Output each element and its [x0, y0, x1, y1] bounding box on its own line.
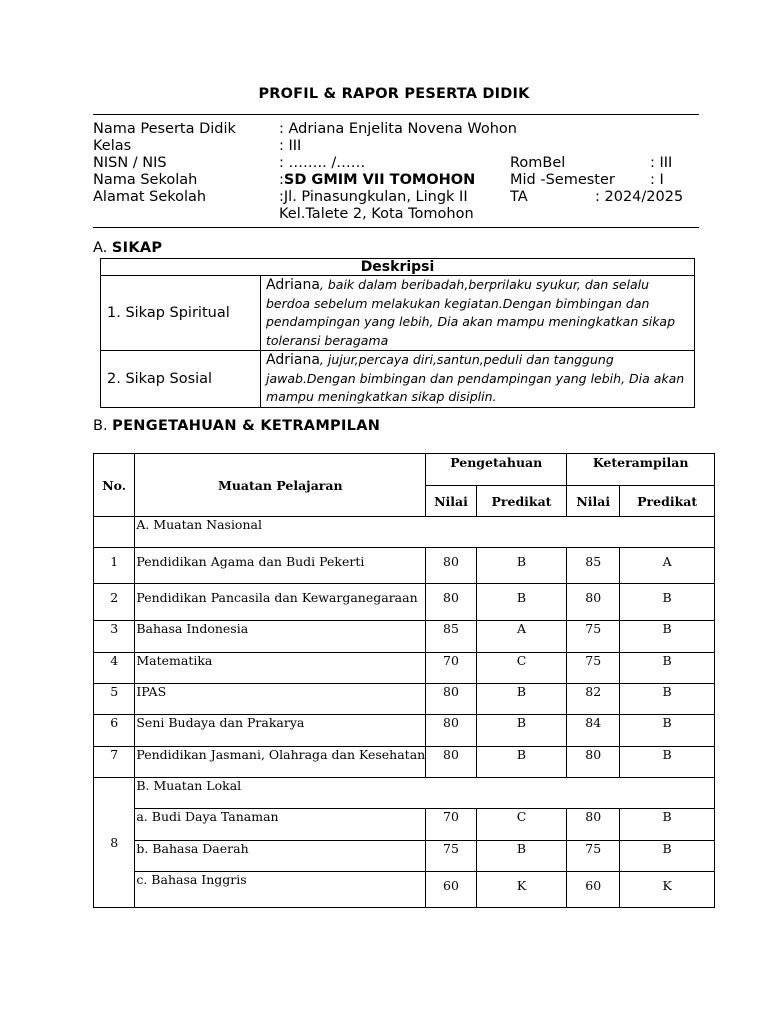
sikap-sosial-label: 2. Sikap Sosial	[101, 351, 261, 408]
pengetahuan-predikat: A	[476, 621, 566, 653]
table-row	[94, 715, 715, 747]
keterampilan-nilai: 82	[567, 684, 620, 715]
nisn-value: : …….. /……	[279, 155, 366, 171]
semester-label: Mid -Semester	[510, 172, 615, 188]
subject-name: Pendidikan Pancasila dan Kewarganegaraan	[135, 584, 426, 621]
description-text: , baik dalam beribadah,berprilaku syukur, dan selalu berdoa sebelum melakukan kegiatan.Dengan bimbingan dan pendampingan yang lebih, Dia akan mampu meningkatkan sikap toleransi beragama	[266, 277, 676, 348]
keterampilan-nilai: 80	[567, 584, 620, 621]
row-no: 2	[94, 584, 135, 621]
deskripsi-header: Deskripsi	[101, 259, 695, 276]
section-a-heading	[93, 240, 162, 256]
keterampilan-nilai: 80	[567, 747, 620, 778]
keterampilan-nilai: 84	[567, 715, 620, 747]
pengetahuan-nilai: 70	[426, 809, 477, 841]
row-no: 1	[94, 548, 135, 584]
row-no: 3	[94, 621, 135, 653]
sikap-header-row	[101, 259, 695, 276]
pengetahuan-nilai: 70	[426, 653, 477, 684]
table-row	[94, 841, 715, 872]
rombel-label: RomBel	[510, 155, 566, 171]
empty-cell	[94, 517, 135, 548]
pengetahuan-predikat: B	[476, 684, 566, 715]
pengetahuan-predikat: B	[476, 747, 566, 778]
sekolah-value	[279, 172, 475, 189]
section-b-title: PENGETAHUAN & KETRAMPILAN	[112, 418, 381, 434]
group-a-label: A. Muatan Nasional	[135, 517, 715, 548]
keterampilan-predikat: K	[620, 872, 715, 908]
alamat-label: Alamat Sekolah	[93, 189, 207, 205]
subject-name: Pendidikan Jasmani, Olahraga dan Kesehatan	[135, 747, 426, 778]
table-row	[94, 653, 715, 684]
subject-name: c. Bahasa Inggris	[135, 872, 426, 908]
keterampilan-nilai: 80	[567, 809, 620, 841]
row-no: 5	[94, 684, 135, 715]
pengetahuan-nilai: 85	[426, 621, 477, 653]
table-row	[94, 809, 715, 841]
keterampilan-predikat: B	[620, 809, 715, 841]
pengetahuan-nilai: 80	[426, 584, 477, 621]
sekolah-label: Nama Sekolah	[93, 172, 198, 188]
muatan-header: Muatan Pelajaran	[135, 454, 426, 517]
keterampilan-predikat: B	[620, 584, 715, 621]
alamat-value-line2: Kel.Talete 2, Kota Tomohon	[279, 206, 474, 222]
keterampilan-nilai: 75	[567, 621, 620, 653]
section-a-prefix: A.	[93, 240, 108, 256]
top-divider	[93, 114, 699, 115]
keterampilan-predikat: A	[620, 548, 715, 584]
keterampilan-nilai: 85	[567, 548, 620, 584]
nisn-label: NISN / NIS	[93, 155, 167, 171]
subject-name: Matematika	[135, 653, 426, 684]
section-b-heading	[93, 418, 380, 434]
sekolah-name: SD GMIM VII TOMOHON	[283, 172, 476, 188]
pengetahuan-predikat: K	[476, 872, 566, 908]
row-no: 8	[94, 778, 135, 908]
group-row	[94, 517, 715, 548]
subject-name: Bahasa Indonesia	[135, 621, 426, 653]
document-title: PROFIL & RAPOR PESERTA DIDIK	[258, 86, 530, 102]
table-row	[101, 276, 695, 351]
pengetahuan-predikat: B	[476, 715, 566, 747]
kelas-value: : III	[279, 138, 302, 154]
group-row	[94, 778, 715, 809]
keterampilan-header: Keterampilan	[567, 454, 715, 486]
keterampilan-predikat: B	[620, 747, 715, 778]
no-header: No.	[94, 454, 135, 517]
nilai-header: Nilai	[426, 486, 477, 517]
alamat-value-line1: :Jl. Pinasungkulan, Lingk II	[279, 189, 468, 205]
keterampilan-predikat: B	[620, 653, 715, 684]
pengetahuan-nilai: 80	[426, 548, 477, 584]
student-identity	[93, 121, 703, 223]
sekolah-prefix: :	[279, 172, 284, 188]
nilai-table	[93, 453, 715, 908]
name-label: Nama Peserta Didik	[93, 121, 236, 137]
sikap-sosial-desc	[261, 351, 695, 408]
section-b-prefix: B.	[93, 418, 108, 434]
subject-name: b. Bahasa Daerah	[135, 841, 426, 872]
table-row	[94, 584, 715, 621]
keterampilan-predikat: B	[620, 684, 715, 715]
predikat-header: Predikat	[620, 486, 715, 517]
pengetahuan-predikat: C	[476, 809, 566, 841]
nilai-header: Nilai	[567, 486, 620, 517]
subject-name: Pendidikan Agama dan Budi Pekerti	[135, 548, 426, 584]
keterampilan-nilai: 75	[567, 841, 620, 872]
table-row	[94, 548, 715, 584]
table-row	[94, 872, 715, 908]
pengetahuan-predikat: C	[476, 653, 566, 684]
pengetahuan-predikat: B	[476, 841, 566, 872]
student-name: Adriana	[266, 277, 320, 293]
keterampilan-nilai: 75	[567, 653, 620, 684]
kelas-label: Kelas	[93, 138, 132, 154]
rombel-value: : III	[650, 155, 673, 171]
keterampilan-nilai: 60	[567, 872, 620, 908]
sikap-spiritual-desc	[261, 276, 695, 351]
header-row	[94, 454, 715, 486]
sikap-spiritual-label: 1. Sikap Spiritual	[101, 276, 261, 351]
pengetahuan-predikat: B	[476, 548, 566, 584]
sikap-table	[100, 258, 695, 408]
subject-name: IPAS	[135, 684, 426, 715]
pengetahuan-nilai: 80	[426, 715, 477, 747]
pengetahuan-nilai: 80	[426, 747, 477, 778]
row-no: 4	[94, 653, 135, 684]
group-b-label: B. Muatan Lokal	[135, 778, 715, 809]
table-row	[101, 351, 695, 408]
row-no: 6	[94, 715, 135, 747]
keterampilan-predikat: B	[620, 841, 715, 872]
keterampilan-predikat: B	[620, 621, 715, 653]
subject-name: a. Budi Daya Tanaman	[135, 809, 426, 841]
pengetahuan-nilai: 80	[426, 684, 477, 715]
pengetahuan-nilai: 60	[426, 872, 477, 908]
pengetahuan-nilai: 75	[426, 841, 477, 872]
keterampilan-predikat: B	[620, 715, 715, 747]
predikat-header: Predikat	[476, 486, 566, 517]
table-row	[94, 684, 715, 715]
ta-label: TA	[510, 189, 528, 205]
semester-value: : I	[650, 172, 664, 188]
row-no: 7	[94, 747, 135, 778]
pengetahuan-predikat: B	[476, 584, 566, 621]
pengetahuan-header: Pengetahuan	[426, 454, 567, 486]
table-row	[94, 621, 715, 653]
description-text: , jujur,percaya diri,santun,peduli dan tanggung jawab.Dengan bimbingan dan pendampingan yang lebih, Dia akan mampu meningkatkan sikap disiplin.	[266, 352, 685, 404]
table-row	[94, 747, 715, 778]
identity-divider	[93, 227, 699, 228]
section-a-title: SIKAP	[111, 240, 163, 256]
subject-name: Seni Budaya dan Prakarya	[135, 715, 426, 747]
ta-value: : 2024/2025	[595, 189, 684, 205]
name-value: : Adriana Enjelita Novena Wohon	[279, 121, 517, 137]
student-name: Adriana	[266, 352, 320, 368]
